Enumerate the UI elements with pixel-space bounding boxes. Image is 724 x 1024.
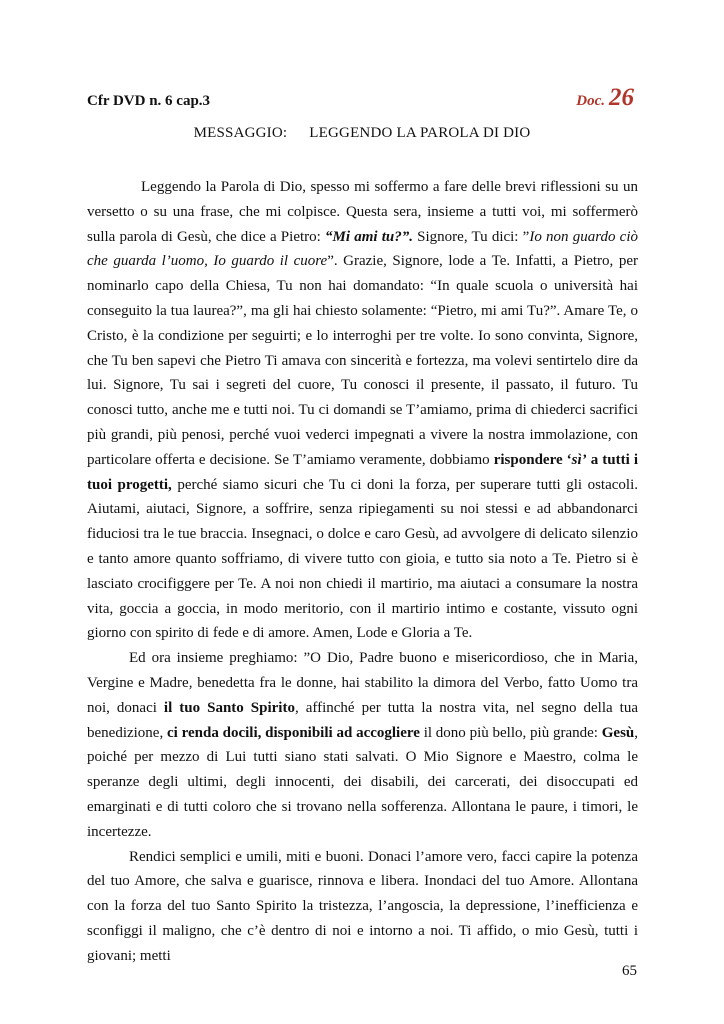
title-part-2: LEGGENDO LA PAROLA DI DIO xyxy=(309,125,531,141)
dvd-reference: Cfr DVD n. 6 cap.3 xyxy=(87,93,211,109)
bold-text: ci renda docili, disponibili ad accogliere xyxy=(167,724,420,741)
text-run: Leggendo la Parola di Dio, spesso mi soffermo a fare delle brevi riflessioni su un versetto o su una frase, che mi colpisce. Questa sera, insieme a tutti voi, mi soffermerò sulla parola di Gesù, che dice a Pietro: xyxy=(87,179,638,245)
paragraph-1 xyxy=(87,175,638,646)
bold-text: a tutti i tuoi progetti, xyxy=(87,451,638,493)
bold-text: Gesù xyxy=(601,724,635,741)
page-number: 65 xyxy=(622,963,637,979)
text-run: Signore, Tu dici: ” xyxy=(412,228,530,245)
emphasis-text: “Mi ami tu?”. xyxy=(325,228,413,245)
bold-text: il tuo Santo Spirito xyxy=(163,699,295,716)
text-run: , affinché per tutta la nostra vita, nel segno della tua benedizione, xyxy=(87,699,638,741)
paragraph-2 xyxy=(87,646,638,844)
title-part-1: MESSAGGIO: xyxy=(193,125,288,141)
paragraph-3 xyxy=(87,845,638,969)
text-run: Rendici semplici e umili, miti e buoni. Donaci l’amore vero, facci capire la potenza del tuo Amore, che salva e guarisce, rinnova e libera. Inondaci del tuo Amore. Allontana con la forza del tuo Santo Spirito la tristezza, l’angoscia, la depressione, l’inefficienza e sconfiggi il maligno, che c’è dentro di noi e intorno a noi. Ti affido, o mio Gesù, tutti i giovani; metti xyxy=(87,848,638,964)
document-title xyxy=(0,125,724,142)
text-run: il dono più bello, più grande: xyxy=(419,724,602,741)
emphasis-text: sì’ xyxy=(571,451,587,468)
bold-text: rispondere ‘ xyxy=(493,451,572,468)
doc-number-label xyxy=(576,84,634,112)
text-run: ”. Grazie, Signore, lode a Te. Infatti, a Pietro, per nominarlo capo della Chiesa, Tu non hai domandato: “In quale scuola o università hai conseguito la tua laurea?”, ma gli hai chiesto solamente: “Pietro, mi ami Tu?”. Amare Te, o Cristo, è la condizione per seguirti; e lo interroghi per tre volte. Io sono convinta, Signore, che Tu ben sapevi che Pietro Ti amava con sincerità e fortezza, ma volevi sentirtelo dire da lui. Signore, Tu sai i segreti del cuore, Tu conosci il presente, il passato, il futuro. Tu conosci tutto, anche me e tutti noi. Tu ci domandi se T’amiamo, prima di chiederci sacrifici più grandi, più penosi, perché vuoi vederci impegnati a vivere la nostra immolazione, con particolare offerta e decisione. Se T’amiamo veramente, dobbiamo xyxy=(87,253,638,468)
doc-label: Doc. xyxy=(576,93,605,109)
document-body xyxy=(87,175,638,969)
italic-quote: Io non guardo ciò che guarda l’uomo, Io guardo il cuore xyxy=(87,228,638,270)
text-run: , poiché per mezzo di Lui tutti siano stati salvati. O Mio Signore e Maestro, colma le speranze degli ultimi, degli innocenti, dei disabili, dei carcerati, dei disoccupati ed emarginati e di tutti coloro che si trovano nella sofferenza. Allontana le paure, i timori, le incertezze. xyxy=(87,724,639,840)
text-run: perché siamo sicuri che Tu ci doni la forza, per superare tutti gli ostacoli. Aiutami, aiutaci, Signore, a soffrire, senza ripiegamenti su noi stessi e ad abbandonarci fiduciosi tra le tue braccia. Insegnaci, o dolce e caro Gesù, ad avvolgere di delicato silenzio e tanto amore quanto soffriamo, di vivere tutto con gioia, e tutto sia noto a Te. Pietro si è lasciato crocifiggere per Te. A noi non chiedi il martirio, ma aiutaci a consumare la nostra vita, goccia a goccia, in modo meritorio, con il martirio intimo e costante, vissuto ogni giorno con spirito di fede e di amore. Amen, Lode e Gloria a Te. xyxy=(87,476,638,642)
doc-number: 26 xyxy=(609,84,634,111)
text-run: Ed ora insieme preghiamo: ”O Dio, Padre buono e misericordioso, che in Maria, Vergine e Madre, benedetta fra le donne, hai stabilito la dimora del Verbo, fatto Uomo tra noi, donaci xyxy=(87,650,638,716)
